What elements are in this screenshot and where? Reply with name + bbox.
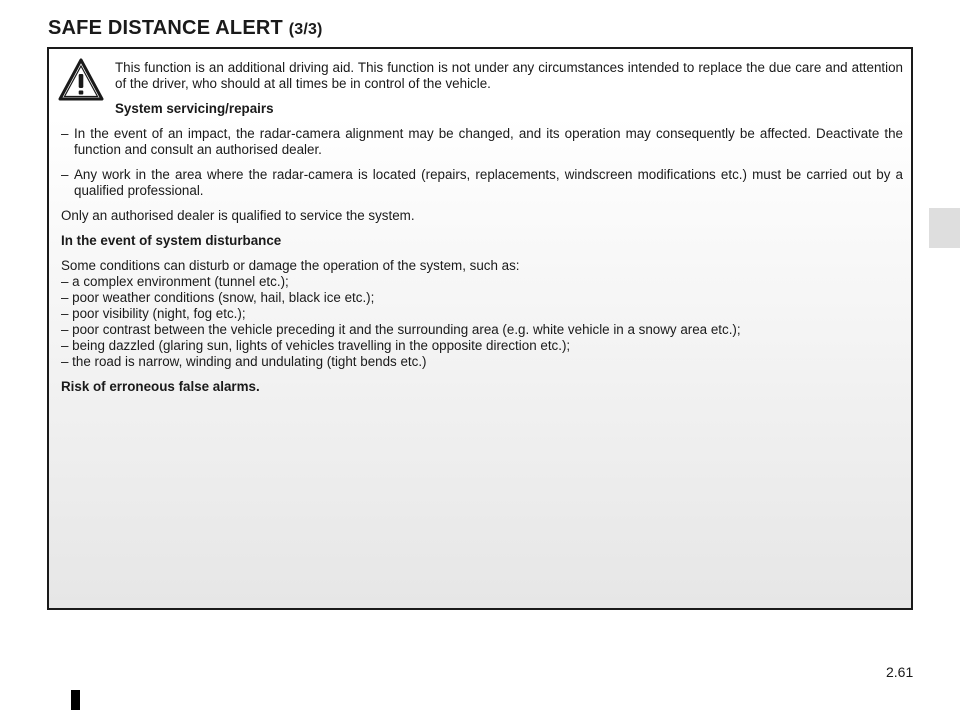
disturbance-item: – poor weather conditions (snow, hail, black ice etc.); (61, 290, 375, 305)
page-title-text: SAFE DISTANCE ALERT (48, 17, 283, 39)
disturbance-heading: In the event of system disturbance (61, 233, 282, 248)
servicing-item: – In the event of an impact, the radar-camera alignment may be changed, and its operation may consequently be affected. Deactivate the function and consult an authorised dealer. (61, 126, 903, 157)
servicing-heading: System servicing/repairs (115, 101, 274, 116)
page-number: 2.61 (886, 664, 914, 680)
page-title (48, 17, 323, 40)
false-alarm-note: Risk of erroneous false alarms. (61, 379, 260, 394)
section-tab (929, 208, 960, 248)
servicing-item-text: In the event of an impact, the radar-camera alignment may be changed, and its operation may consequently be affected. Deactivate the function and consult an authorised dealer. (74, 126, 903, 157)
page-title-part: (3/3) (288, 21, 323, 38)
disturbance-intro: Some conditions can disturb or damage the operation of the system, such as: (61, 258, 520, 273)
intro-paragraph: This function is an additional driving aid. This function is not under any circumstances intended to replace the due care and attention of the driver, who should at all times be in control of the vehicle. (115, 60, 903, 91)
servicing-item: – Any work in the area where the radar-camera is located (repairs, replacements, windscreen modifications etc.) must be carried out by a qualified professional. (61, 167, 903, 198)
disturbance-item: – the road is narrow, winding and undulating (tight bends etc.) (61, 354, 427, 369)
crop-mark (71, 690, 80, 710)
dealer-note: Only an authorised dealer is qualified to service the system. (61, 208, 415, 223)
disturbance-item: – poor contrast between the vehicle preceding it and the surrounding area (e.g. white vehicle in a snowy area etc.); (61, 322, 741, 337)
disturbance-item: – a complex environment (tunnel etc.); (61, 274, 289, 289)
servicing-item-text: Any work in the area where the radar-camera is located (repairs, replacements, windscreen modifications etc.) must be carried out by a qualified professional. (74, 167, 903, 198)
disturbance-item: – being dazzled (glaring sun, lights of vehicles travelling in the opposite direction etc.); (61, 338, 571, 353)
warning-text (61, 60, 903, 395)
warning-box (47, 47, 913, 610)
disturbance-item: – poor visibility (night, fog etc.); (61, 306, 246, 321)
